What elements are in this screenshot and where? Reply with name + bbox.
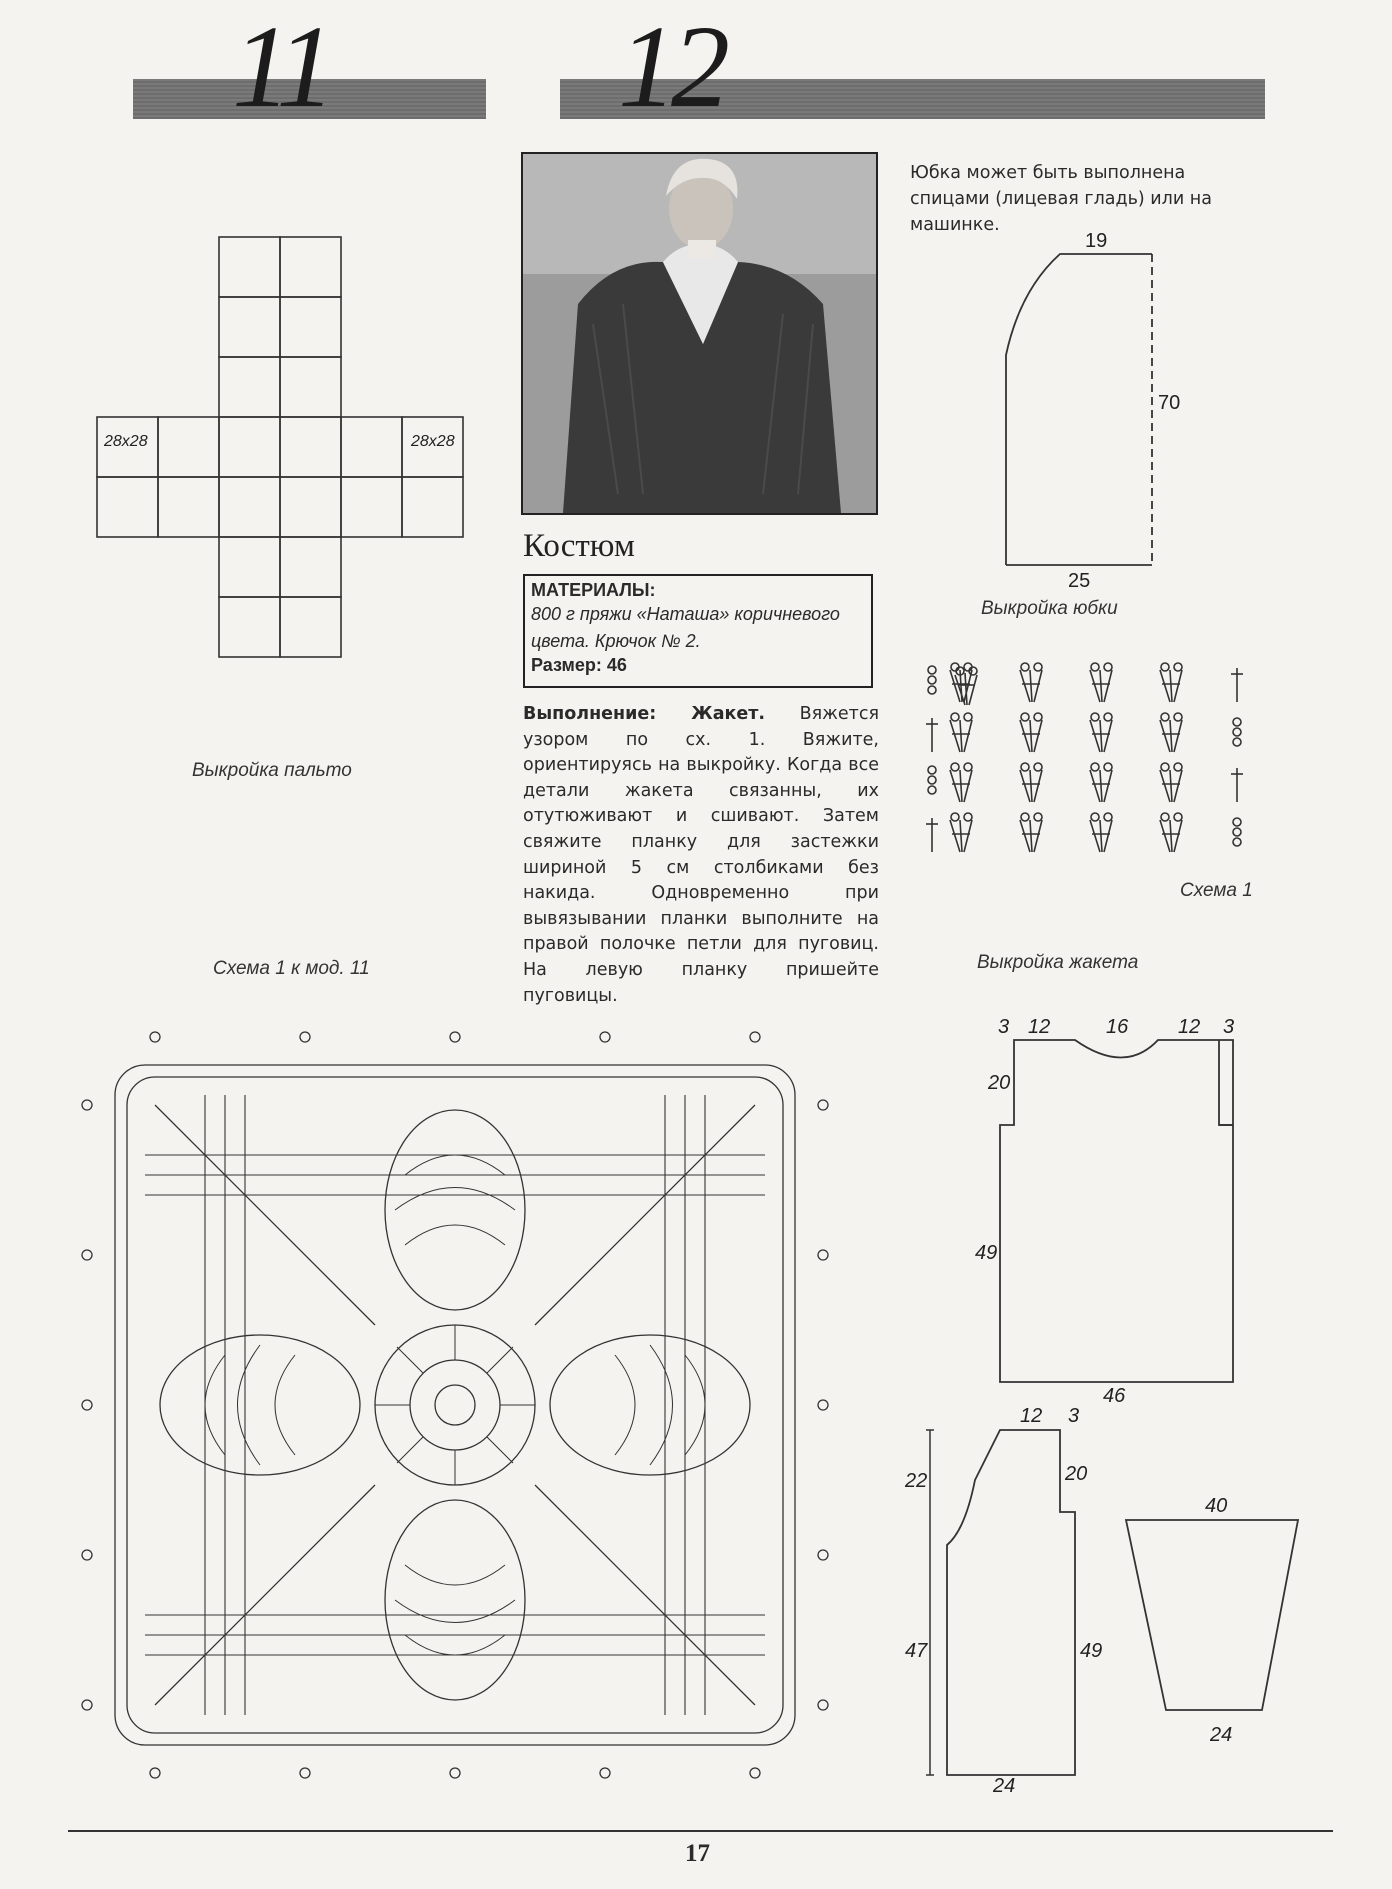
back-shoulder-left: 3 [998, 1016, 1010, 1038]
coat-pattern-caption: Выкройка пальто [192, 760, 352, 781]
front-armhole: 20 [1065, 1463, 1088, 1485]
footer-rule [68, 1830, 1333, 1832]
coat-pattern-diagram [95, 235, 475, 725]
instructions-lead: Выполнение: Жакет. [523, 704, 766, 724]
scheme-1-caption: Схема 1 [1180, 880, 1253, 901]
coat-cell-size-left: 28x28 [104, 433, 148, 450]
jacket-caption: Выкройка жакета [977, 952, 1139, 973]
front-total-upper: 22 [905, 1470, 928, 1492]
model-number-12: 12 [618, 1, 724, 132]
scheme-model-11-caption: Схема 1 к мод. 11 [213, 958, 370, 979]
sleeve-bottom-width: 24 [1210, 1724, 1233, 1746]
model-number-11: 11 [232, 1, 330, 132]
front-side-left: 47 [905, 1640, 928, 1662]
instructions-body: Вяжется узором по сх. 1. Вяжите, ориентируясь на выкройку. Когда все детали жакета связанны, их отутюживают и сшивают. Затем свяжите планку для застежки шириной 5 см столбиками без накида. Одновременно при вывязывании планки выполните на правой полочке петли для пуговиц. На левую планку пришейте пуговицы. [523, 704, 879, 1006]
instructions-text [523, 702, 879, 1009]
size-label: Размер: 46 [531, 655, 627, 675]
skirt-note: Юбка может быть выполнена спицами (лицевая гладь) или на машинке. [910, 163, 1212, 235]
model-photo [521, 152, 878, 515]
back-width-left: 12 [1028, 1016, 1051, 1038]
scheme-1-stitch-chart [925, 660, 1255, 865]
skirt-bottom-width: 25 [1068, 570, 1091, 592]
materials-text: 800 г пряжи «Наташа» коричневого цвета. Крючок № 2. [531, 604, 840, 651]
back-neck: 16 [1106, 1016, 1129, 1038]
woman-in-cardigan-image [523, 154, 876, 513]
skirt-top-width: 19 [1085, 230, 1108, 252]
coat-cell-size-right: 28x28 [411, 433, 455, 450]
front-shoulder: 3 [1068, 1405, 1080, 1427]
jacket-back-diagram [990, 1030, 1240, 1390]
back-armhole: 20 [988, 1072, 1011, 1094]
front-side-right: 49 [1080, 1640, 1103, 1662]
crochet-square-chart [75, 1025, 835, 1785]
article-title: Костюм [523, 528, 635, 564]
materials-heading: МАТЕРИАЛЫ: [531, 580, 656, 600]
materials-box [523, 574, 873, 688]
front-top-width: 12 [1020, 1405, 1043, 1427]
skirt-pattern-diagram [1000, 250, 1170, 570]
page-number: 17 [685, 1840, 710, 1867]
back-shoulder-right: 3 [1223, 1016, 1235, 1038]
back-side-length: 49 [975, 1242, 998, 1264]
sleeve-top-width: 40 [1205, 1495, 1228, 1517]
back-bottom-width: 46 [1103, 1385, 1126, 1407]
jacket-front-diagram [925, 1420, 1088, 1790]
skirt-caption: Выкройка юбки [981, 598, 1118, 619]
skirt-length: 70 [1158, 392, 1181, 414]
jacket-sleeve-diagram [1122, 1510, 1302, 1720]
back-width-right: 12 [1178, 1016, 1201, 1038]
front-bottom-width: 24 [993, 1775, 1016, 1797]
